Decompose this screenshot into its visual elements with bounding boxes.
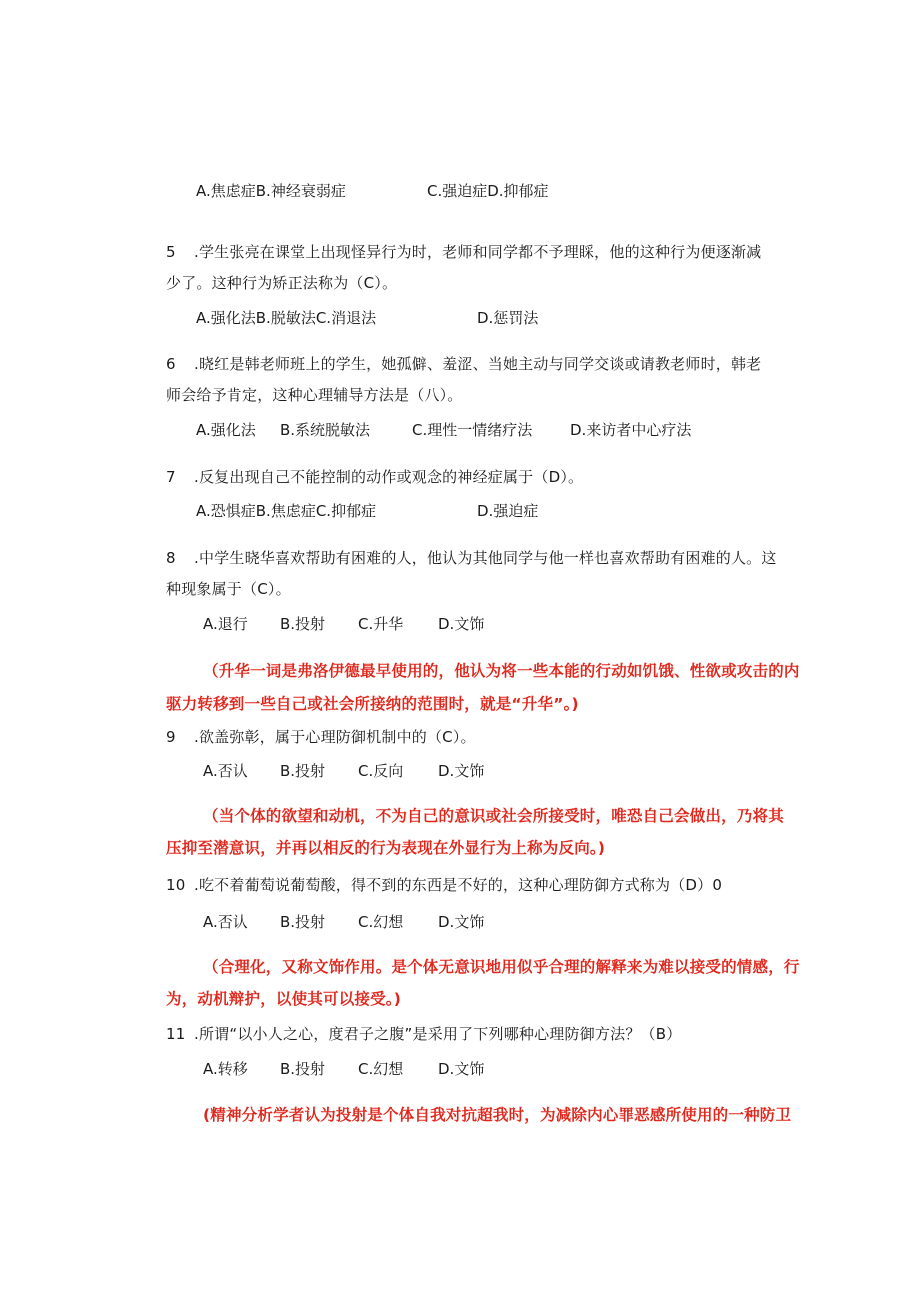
question-text-line: 8 .中学生晓华喜欢帮助有困难的人，他认为其他同学与他一样也喜欢帮助有困难的人。这 — [166, 549, 777, 567]
question-text-line: 6 .晓红是韩老师班上的学生，她孤僻、羞涩、当她主动与同学交谈或请教老师时，韩老 — [166, 355, 762, 373]
option-d: D.文饰 — [438, 1060, 485, 1078]
options-abc: A.强化法B.脱敏法C.消退法 — [196, 309, 377, 327]
question-number: 10 — [166, 876, 186, 894]
options-abc: A.恐惧症B.焦虑症C.抑郁症 — [196, 502, 377, 520]
option-c: C.反向 — [358, 762, 404, 780]
question-text-line: 7 .反复出现自己不能控制的动作或观念的神经症属于（D）。 — [166, 468, 584, 486]
question-text-line: 9 .欲盖弥彰，属于心理防御机制中的（C）。 — [166, 728, 476, 746]
explanation-line: （当个体的欲望和动机，不为自己的意识或社会所接受时，唯恐自己会做出，乃将其 — [203, 807, 784, 825]
question-number: 6 — [166, 355, 176, 373]
option-b: B.投射 — [280, 762, 326, 780]
explanation-line: （合理化，又称文饰作用。是个体无意识地用似乎合理的解释来为难以接受的情感，行 — [203, 958, 800, 976]
question-number: 9 — [166, 728, 176, 746]
question-text-line: 10 .吃不着葡萄说葡萄酸，得不到的东西是不好的，这种心理防御方式称为（D）0 — [166, 876, 723, 894]
option-d: D.文饰 — [438, 762, 485, 780]
option-d: D.来访者中心疗法 — [570, 421, 692, 439]
options-cd: C.强迫症D.抑郁症 — [427, 182, 549, 200]
question-number: 8 — [166, 549, 176, 567]
question-number: 7 — [166, 468, 176, 486]
option-d: D.强迫症 — [477, 502, 539, 520]
explanation-line: （升华一词是弗洛伊德最早使用的，他认为将一些本能的行动如饥饿、性欲或攻击的内 — [203, 662, 800, 680]
question-text-line: 5 .学生张亮在课堂上出现怪异行为时，老师和同学都不予理睬，他的这种行为便逐渐减 — [166, 243, 762, 261]
option-b: B.系统脱敏法 — [280, 421, 371, 439]
option-d: D.文饰 — [438, 913, 485, 931]
option-c: C.幻想 — [358, 1060, 404, 1078]
question-number: 5 — [166, 243, 176, 261]
option-b: B.投射 — [280, 1060, 326, 1078]
options-ab: A.焦虑症B.神经衰弱症 — [196, 182, 346, 200]
option-c: C.幻想 — [358, 913, 404, 931]
option-b: B.投射 — [280, 913, 326, 931]
option-c: C.升华 — [358, 615, 404, 633]
option-a: A.否认 — [203, 913, 248, 931]
option-a: A.强化法 — [196, 421, 256, 439]
option-d: D.惩罚法 — [477, 309, 539, 327]
question-text-line: 少了。这种行为矫正法称为（C）。 — [166, 274, 398, 292]
option-a: A.否认 — [203, 762, 248, 780]
option-a: A.退行 — [203, 615, 248, 633]
question-text-line: 11 .所谓“以小人之心，度君子之腹”是采用了下列哪种心理防御方法？（B） — [166, 1025, 682, 1043]
option-c: C.理性一情绪疗法 — [412, 421, 533, 439]
question-number: 11 — [166, 1025, 186, 1043]
explanation-line: (精神分析学者认为投射是个体自我对抗超我时，为减除内心罪恶感所使用的一种防卫 — [203, 1106, 792, 1124]
question-text-line: 师会给予肯定，这种心理辅导方法是（八）。 — [166, 386, 463, 404]
option-b: B.投射 — [280, 615, 326, 633]
explanation-line: 驱力转移到一些自己或社会所接纳的范围时，就是“升华”。) — [166, 695, 579, 713]
option-a: A.转移 — [203, 1060, 248, 1078]
question-text-line: 种现象属于（C）。 — [166, 580, 291, 598]
option-d: D.文饰 — [438, 615, 485, 633]
explanation-line: 为，动机辩护，以使其可以接受。) — [166, 990, 402, 1008]
explanation-line: 压抑至潜意识，并再以相反的行为表现在外显行为上称为反向。) — [166, 839, 606, 857]
